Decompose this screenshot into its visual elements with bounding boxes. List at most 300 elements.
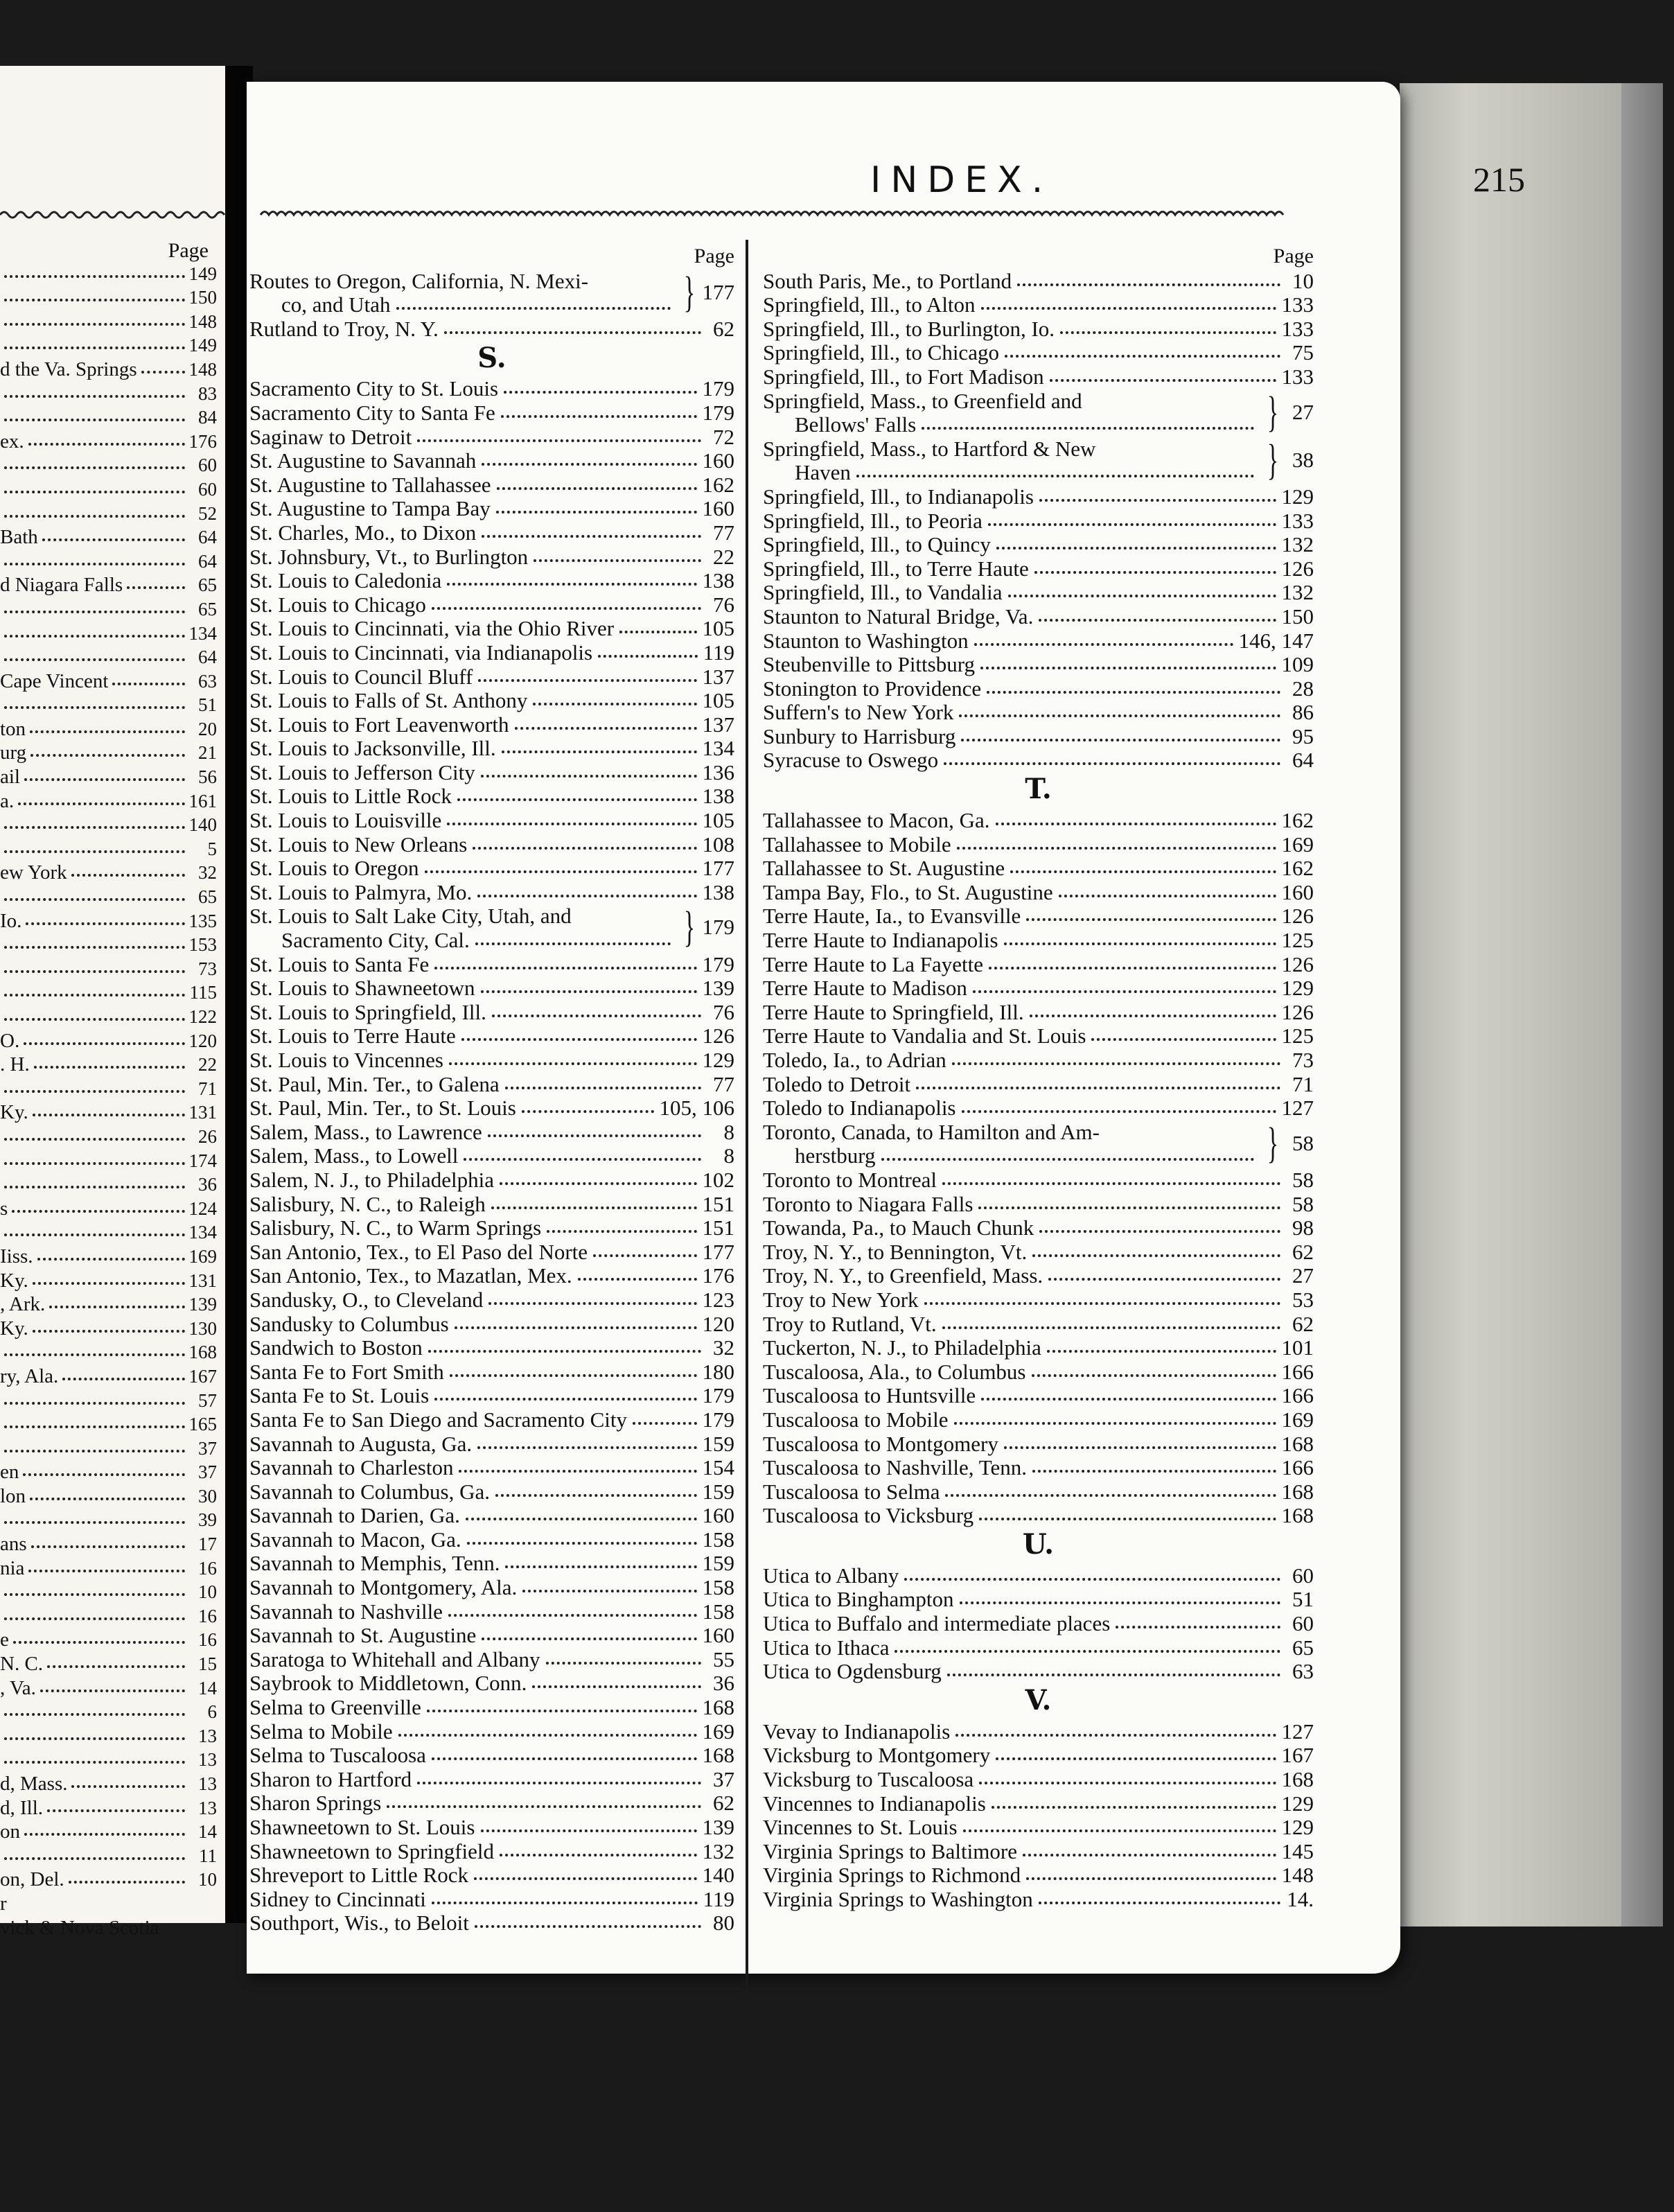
fragment-title: s xyxy=(0,1197,8,1220)
dot-leader xyxy=(532,1685,701,1688)
index-entry xyxy=(763,1886,1314,1911)
entry-title: Vevay to Indianapolis xyxy=(763,1719,951,1744)
entry-page: 120 xyxy=(702,1311,734,1336)
index-entry xyxy=(763,723,1314,748)
dot-leader xyxy=(1010,870,1276,873)
fragment-entry xyxy=(0,404,217,428)
dot-leader xyxy=(23,1473,185,1476)
entry-page: 168 xyxy=(1281,1503,1314,1528)
index-entry xyxy=(763,1587,1314,1611)
entry-title: Routes to Oregon, California, N. Mexi- xyxy=(249,268,589,293)
entry-line xyxy=(763,460,1260,484)
entry-page: 105 xyxy=(702,808,734,833)
fragment-title: ry, Ala. xyxy=(0,1364,59,1387)
dot-leader xyxy=(432,1757,697,1760)
entry-page: 168 xyxy=(1281,1767,1314,1792)
dot-leader xyxy=(4,826,185,829)
dot-leader xyxy=(24,1042,184,1045)
dot-leader xyxy=(396,307,671,310)
fragment-page: 22 xyxy=(198,1054,217,1076)
dot-leader xyxy=(1004,1446,1276,1449)
index-entry xyxy=(763,508,1314,532)
entry-title: Salisbury, N. C., to Raleigh xyxy=(249,1191,486,1216)
entry-title: Savannah to Nashville xyxy=(249,1599,443,1624)
dot-leader xyxy=(30,754,185,757)
entry-page: 167 xyxy=(1281,1743,1314,1768)
entry-page: 77 xyxy=(713,1071,734,1096)
fragment-page: 15 xyxy=(198,1653,217,1675)
fragment-page: 73 xyxy=(198,958,217,979)
entry-title: Sandusky to Columbus xyxy=(249,1311,449,1336)
fragment-title: Cape Vincent xyxy=(0,669,109,692)
column-header-page: Page xyxy=(694,245,734,267)
fragment-entry xyxy=(0,1602,217,1626)
entry-title: Savannah to Darien, Ga. xyxy=(249,1503,460,1528)
entry-page: 160 xyxy=(702,1623,734,1648)
entry-title: Santa Fe to Fort Smith xyxy=(249,1359,444,1384)
entry-title: St. Louis to Springfield, Ill. xyxy=(249,999,486,1024)
entry-title: Vincennes to Indianapolis xyxy=(763,1791,986,1816)
entry-page: 123 xyxy=(702,1287,734,1312)
index-entry xyxy=(763,532,1314,556)
entry-page: 129 xyxy=(702,1048,734,1072)
entry-title: St. Louis to Oregon xyxy=(249,856,419,881)
entry-page: 177 xyxy=(702,856,734,881)
dot-leader xyxy=(1017,283,1280,286)
fragment-title: e xyxy=(0,1629,9,1651)
fragment-page: 26 xyxy=(198,1125,217,1147)
entry-page: 8 xyxy=(723,1143,734,1168)
fragment-page: 65 xyxy=(198,886,217,908)
index-entry xyxy=(763,1335,1314,1360)
entry-page: 32 xyxy=(713,1335,734,1360)
dot-leader xyxy=(500,1854,696,1857)
entry-page: 105 xyxy=(702,688,734,713)
entry-page: 166 xyxy=(1281,1455,1314,1480)
fragment-entry xyxy=(0,811,217,836)
index-entry xyxy=(763,580,1314,604)
fragment-page: 14 xyxy=(198,1677,217,1698)
entry-title: Terre Haute, Ia., to Evansville xyxy=(763,904,1021,929)
dot-leader xyxy=(980,667,1276,669)
entry-title: Troy, N. Y., to Bennington, Vt. xyxy=(763,1239,1028,1264)
dot-leader xyxy=(952,1062,1280,1065)
fragment-page: 20 xyxy=(198,718,217,739)
entry-page: 125 xyxy=(1281,928,1314,953)
fragment-entry xyxy=(0,1362,217,1387)
fragment-entry xyxy=(0,1626,217,1651)
page-title: INDEX. xyxy=(870,159,1053,201)
dot-leader xyxy=(473,847,696,850)
fragment-page: 37 xyxy=(198,1462,217,1483)
dot-leader xyxy=(12,1210,184,1213)
index-entry xyxy=(763,1239,1314,1263)
dot-leader xyxy=(444,331,701,334)
entry-title: Savannah to St. Augustine xyxy=(249,1623,477,1648)
fragment-entry xyxy=(0,1459,217,1483)
entry-title: St. Louis to Santa Fe xyxy=(249,951,430,976)
dot-leader xyxy=(942,1326,1280,1329)
entry-page: 179 xyxy=(702,915,734,940)
entry-page: 129 xyxy=(1281,976,1314,1001)
fragment-title: N. C. xyxy=(0,1653,44,1676)
index-entry xyxy=(763,364,1314,388)
index-entry xyxy=(763,1766,1314,1791)
fragment-entry xyxy=(0,667,217,692)
dot-leader xyxy=(488,1134,701,1137)
fragment-entry xyxy=(0,500,217,524)
entry-title: Vincennes to St. Louis xyxy=(763,1815,958,1840)
dot-leader xyxy=(947,1674,1280,1676)
entry-title: Toronto to Montreal xyxy=(763,1167,937,1192)
dot-leader xyxy=(978,1206,1280,1209)
fragment-page: 13 xyxy=(198,1725,217,1746)
entry-page: 160 xyxy=(702,1503,734,1528)
fragment-page: 64 xyxy=(198,550,217,572)
dot-leader xyxy=(461,1038,697,1041)
brace-mark: } xyxy=(1267,436,1279,484)
column-header-page: Page xyxy=(1273,245,1314,267)
index-entry xyxy=(763,1215,1314,1240)
index-entry xyxy=(249,1167,734,1191)
entry-title: San Antonio, Tex., to Mazatlan, Mex. xyxy=(249,1263,572,1288)
index-entry xyxy=(249,1743,734,1767)
dot-leader xyxy=(881,1158,1255,1161)
fragment-entry xyxy=(0,1794,217,1818)
dot-leader xyxy=(1032,1254,1280,1257)
index-entry xyxy=(249,1527,734,1551)
dot-leader xyxy=(501,415,697,418)
dot-leader xyxy=(533,703,696,705)
entry-page: 95 xyxy=(1292,723,1314,748)
entry-title: St. Louis to Cincinnati, via the Ohio River xyxy=(249,616,615,641)
entry-title: Tuscaloosa to Selma xyxy=(763,1479,940,1504)
ornamental-border-left xyxy=(0,208,225,222)
entry-title: Salem, Mass., to Lawrence xyxy=(249,1119,482,1144)
entry-page: 71 xyxy=(1292,1071,1314,1096)
fragment-entry xyxy=(0,763,217,787)
section-letter: V. xyxy=(1025,1684,1052,1717)
index-entry xyxy=(763,700,1314,724)
entry-title: Bellows' Falls xyxy=(795,412,917,437)
dot-leader xyxy=(33,1114,185,1116)
entry-title: St. Louis to Shawneetown xyxy=(249,976,475,1001)
fragment-title: a. xyxy=(0,789,15,812)
fragment-title: , Ark. xyxy=(0,1293,46,1316)
column-divider xyxy=(746,240,748,2017)
dot-leader xyxy=(633,1422,697,1425)
dot-leader xyxy=(30,1498,185,1500)
dot-leader xyxy=(481,1829,697,1832)
dot-leader xyxy=(504,391,696,394)
entry-title: Springfield, Ill., to Alton xyxy=(763,292,976,317)
dot-leader xyxy=(30,730,185,733)
fragment-title: ex. xyxy=(0,430,24,453)
fragment-entry xyxy=(0,547,217,572)
index-entry xyxy=(763,1407,1314,1431)
index-entry xyxy=(249,1911,734,1935)
fragment-page: 37 xyxy=(198,1437,217,1459)
index-entry-multiline xyxy=(249,904,734,951)
dot-leader xyxy=(988,523,1276,526)
entry-page: 36 xyxy=(713,1671,734,1696)
index-entry xyxy=(249,664,734,688)
entry-page: 132 xyxy=(1281,580,1314,605)
entry-title: Springfield, Ill., to Burlington, Io. xyxy=(763,316,1055,341)
fragment-title: ail xyxy=(0,766,20,789)
entry-title: Selma to Tuscaloosa xyxy=(249,1743,426,1768)
entry-title: Sharon Springs xyxy=(249,1791,382,1816)
dot-leader xyxy=(449,1062,697,1065)
dot-leader xyxy=(42,538,185,541)
index-page xyxy=(247,82,1525,1974)
index-entry xyxy=(249,1239,734,1263)
index-entry xyxy=(763,556,1314,580)
fragment-entry xyxy=(0,1818,217,1843)
entry-title: Tallahassee to Macon, Ga. xyxy=(763,808,990,833)
fragment-entry xyxy=(0,859,217,884)
facing-page-fragment xyxy=(0,66,229,1939)
index-entry xyxy=(249,1311,734,1335)
fragment-entry xyxy=(0,955,217,979)
index-entry xyxy=(763,268,1314,292)
index-entry xyxy=(249,760,734,784)
fragment-entry xyxy=(0,1866,217,1890)
index-entry-multiline xyxy=(249,268,734,316)
index-entry xyxy=(249,448,734,473)
index-entry xyxy=(763,1191,1314,1215)
entry-page: 154 xyxy=(702,1455,734,1480)
dot-leader xyxy=(4,515,185,518)
dot-leader xyxy=(963,1829,1276,1832)
fragment-entry xyxy=(0,332,217,356)
index-entry xyxy=(249,1263,734,1288)
entry-page: 108 xyxy=(702,832,734,857)
entry-title: Shawneetown to Springfield xyxy=(249,1838,495,1863)
entry-page: 129 xyxy=(1281,1815,1314,1840)
fragment-entry xyxy=(0,284,217,308)
index-entry xyxy=(763,652,1314,676)
entry-page: 80 xyxy=(713,1911,734,1936)
entry-title: St. Louis to Salt Lake City, Utah, and xyxy=(249,904,572,929)
fragment-title: Iiss. xyxy=(0,1245,33,1267)
entry-title: Tuscaloosa to Vicksburg xyxy=(763,1503,974,1528)
dot-leader xyxy=(922,427,1254,430)
dot-leader xyxy=(71,874,185,877)
fragment-title: urg xyxy=(0,741,27,764)
index-entry xyxy=(763,1863,1314,1887)
entry-title: Stonington to Providence xyxy=(763,676,982,701)
dot-leader xyxy=(4,1713,185,1716)
fragment-page: 83 xyxy=(198,383,217,404)
index-entry xyxy=(249,316,734,340)
fragment-entry xyxy=(0,356,217,380)
dot-leader xyxy=(4,1090,185,1093)
index-entry xyxy=(249,496,734,520)
index-entry xyxy=(763,1287,1314,1311)
dot-leader xyxy=(981,1398,1276,1401)
entry-title: Selma to Greenville xyxy=(249,1695,421,1720)
dot-leader xyxy=(4,1425,185,1428)
entry-title: Terre Haute to La Fayette xyxy=(763,951,984,976)
index-entry xyxy=(249,879,734,904)
entry-title: Springfield, Ill., to Quincy xyxy=(763,532,991,557)
fragment-page: 11 xyxy=(199,1845,217,1866)
index-column-left xyxy=(249,245,734,1934)
dot-leader xyxy=(481,775,697,778)
entry-title: St. Augustine to Tallahassee xyxy=(249,472,491,497)
dot-leader xyxy=(593,1254,696,1257)
index-entry xyxy=(249,688,734,712)
fragment-page: 36 xyxy=(198,1174,217,1195)
entry-title: San Antonio, Tex., to El Paso del Norte xyxy=(249,1239,588,1264)
fragment-entry xyxy=(0,452,217,476)
entry-page: 133 xyxy=(1281,316,1314,341)
entry-page: 109 xyxy=(1281,652,1314,677)
dot-leader xyxy=(49,1306,184,1308)
entry-title: Utica to Ogdensburg xyxy=(763,1659,942,1684)
entry-page: 119 xyxy=(703,1886,734,1911)
index-entry xyxy=(249,1503,734,1527)
index-entry xyxy=(249,1191,734,1215)
fragment-page: 115 xyxy=(189,982,217,1003)
entry-title: Salisbury, N. C., to Warm Springs xyxy=(249,1215,542,1240)
index-entry xyxy=(763,1563,1314,1587)
entry-title: Savannah to Charleston xyxy=(249,1455,454,1480)
index-entry xyxy=(249,1647,734,1671)
entry-page: 126 xyxy=(1281,904,1314,929)
fragment-page: 84 xyxy=(198,407,217,428)
entry-lines xyxy=(249,904,676,951)
entry-page: 27 xyxy=(1292,399,1314,424)
fragment-page: 64 xyxy=(198,647,217,668)
index-entry xyxy=(249,544,734,568)
entry-page: 177 xyxy=(702,279,734,304)
entry-page: 132 xyxy=(1281,532,1314,557)
entry-page: 169 xyxy=(702,1719,734,1744)
dot-leader xyxy=(500,1182,696,1185)
entry-page: 162 xyxy=(1281,856,1314,881)
entry-title: Suffern's to New York xyxy=(763,700,954,725)
entry-title: Tuckerton, N. J., to Philadelphia xyxy=(763,1335,1041,1360)
dot-leader xyxy=(398,1734,697,1737)
dot-leader xyxy=(4,1761,185,1764)
dot-leader xyxy=(960,1601,1280,1604)
fragment-entry xyxy=(0,428,217,452)
entry-title: Salem, N. J., to Philadelphia xyxy=(249,1167,495,1192)
entry-line xyxy=(249,292,676,317)
index-entry xyxy=(249,472,734,496)
index-entry xyxy=(763,1743,1314,1767)
entry-page: 138 xyxy=(702,568,734,593)
dot-leader xyxy=(33,1330,185,1333)
dot-leader xyxy=(477,1446,696,1449)
index-entry xyxy=(249,1047,734,1071)
entry-page: 75 xyxy=(1292,340,1314,365)
index-entry xyxy=(249,1863,734,1887)
dot-leader xyxy=(477,895,696,897)
index-entry xyxy=(763,1719,1314,1743)
fragment-page: 30 xyxy=(198,1485,217,1507)
dot-leader xyxy=(4,1857,185,1860)
fragment-title: en xyxy=(0,1461,19,1484)
dot-leader xyxy=(71,1785,185,1788)
index-entry xyxy=(763,1791,1314,1815)
entry-page: 180 xyxy=(702,1359,734,1384)
index-entry xyxy=(249,568,734,592)
fragment-entry xyxy=(0,1075,217,1099)
fragment-entry xyxy=(0,1554,217,1579)
entry-title: Savannah to Macon, Ga. xyxy=(249,1527,461,1552)
fragment-page: 130 xyxy=(188,1317,217,1339)
entry-title: St. Paul, Min. Ter., to St. Louis xyxy=(249,1096,516,1121)
entry-title: Terre Haute to Springfield, Ill. xyxy=(763,999,1024,1024)
fragment-entry xyxy=(0,1434,217,1459)
entry-title: Sacramento City to St. Louis xyxy=(249,376,499,401)
entry-page: 53 xyxy=(1292,1287,1314,1312)
fragment-page: 16 xyxy=(198,1557,217,1579)
index-entry xyxy=(249,784,734,808)
index-entry xyxy=(763,1311,1314,1335)
entry-title: Troy to New York xyxy=(763,1287,919,1312)
dot-leader xyxy=(497,487,697,490)
fragment-page: 32 xyxy=(198,862,217,884)
dot-leader xyxy=(945,1494,1276,1497)
entry-page: 137 xyxy=(702,664,734,689)
entry-title: Tuscaloosa to Mobile xyxy=(763,1407,949,1432)
entry-page: 28 xyxy=(1292,676,1314,701)
entry-lines xyxy=(763,436,1260,484)
index-entry xyxy=(249,736,734,760)
index-entry xyxy=(249,400,734,424)
index-entry xyxy=(763,1479,1314,1503)
index-entry xyxy=(763,1503,1314,1527)
entry-page: 14. xyxy=(1287,1887,1314,1911)
fragment-entry xyxy=(0,1579,217,1603)
entry-page: 98 xyxy=(1292,1215,1314,1240)
entry-page: 125 xyxy=(1281,1024,1314,1048)
dot-leader xyxy=(482,463,696,466)
dot-leader xyxy=(979,1518,1276,1520)
index-entry xyxy=(249,1551,734,1575)
dot-leader xyxy=(979,1782,1276,1784)
index-entry xyxy=(763,1610,1314,1635)
index-entry xyxy=(763,927,1314,951)
fragment-entry xyxy=(0,644,217,668)
entry-title: South Paris, Me., to Portland xyxy=(763,268,1012,293)
dot-leader xyxy=(4,419,185,421)
dot-leader xyxy=(4,706,185,709)
entry-title: Springfield, Ill., to Terre Haute xyxy=(763,556,1029,581)
entry-page: 138 xyxy=(702,879,734,904)
entry-title: Tuscaloosa to Montgomery xyxy=(763,1431,998,1456)
index-entry xyxy=(763,879,1314,904)
entry-title: Southport, Wis., to Beloit xyxy=(249,1911,469,1936)
entry-title: co, and Utah xyxy=(281,292,391,317)
index-entry xyxy=(249,1359,734,1383)
dot-leader xyxy=(37,1258,185,1261)
dot-leader xyxy=(455,1326,697,1329)
fragment-title: d, Ill. xyxy=(0,1796,44,1819)
fragment-page: 71 xyxy=(198,1078,217,1099)
dot-leader xyxy=(488,1302,696,1305)
dot-leader xyxy=(502,750,697,753)
entry-title: St. Louis to Terre Haute xyxy=(249,1024,456,1048)
brace-mark: } xyxy=(683,268,695,316)
fragment-page: 51 xyxy=(198,694,217,716)
index-entry xyxy=(249,1766,734,1791)
fragment-page: 10 xyxy=(198,1581,217,1603)
